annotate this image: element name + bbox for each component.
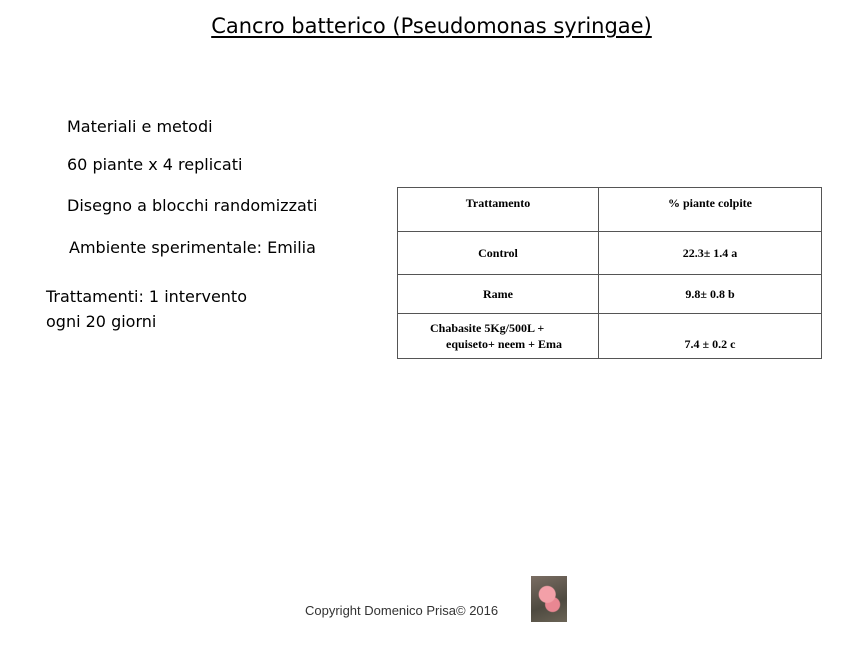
treatment-line-1: Chabasite 5Kg/500L + [430,321,545,335]
treatments-text-2: ogni 20 giorni [46,312,157,331]
table-row [398,314,822,359]
copyright-text: Copyright Domenico Prisa© 2016 [305,603,499,618]
value-cell: 7.4 ± 0.2 c [599,314,822,359]
header-treatment: Trattamento [398,188,599,232]
design-text: Disegno a blocchi randomizzati [67,196,318,215]
treatment-cell [398,314,599,359]
value-cell: 22.3± 1.4 a [599,232,822,275]
header-percent: % piante colpite [599,188,822,232]
table-header-row [398,188,822,232]
replicates-text: 60 piante x 4 replicati [67,155,243,174]
value-cell: 9.8± 0.8 b [599,275,822,314]
table-row [398,232,822,275]
results-table [397,187,822,359]
treatments-text-1: Trattamenti: 1 intervento [46,287,247,306]
methods-heading: Materiali e metodi [67,117,213,136]
table-row [398,275,822,314]
flower-photo [531,576,567,622]
environment-text: Ambiente sperimentale: Emilia [69,238,316,257]
treatment-cell: Control [398,232,599,275]
treatment-line-2: equiseto+ neem + Ema [446,337,562,351]
treatment-cell: Rame [398,275,599,314]
slide-title: Cancro batterico (Pseudomonas syringae) [211,14,652,38]
